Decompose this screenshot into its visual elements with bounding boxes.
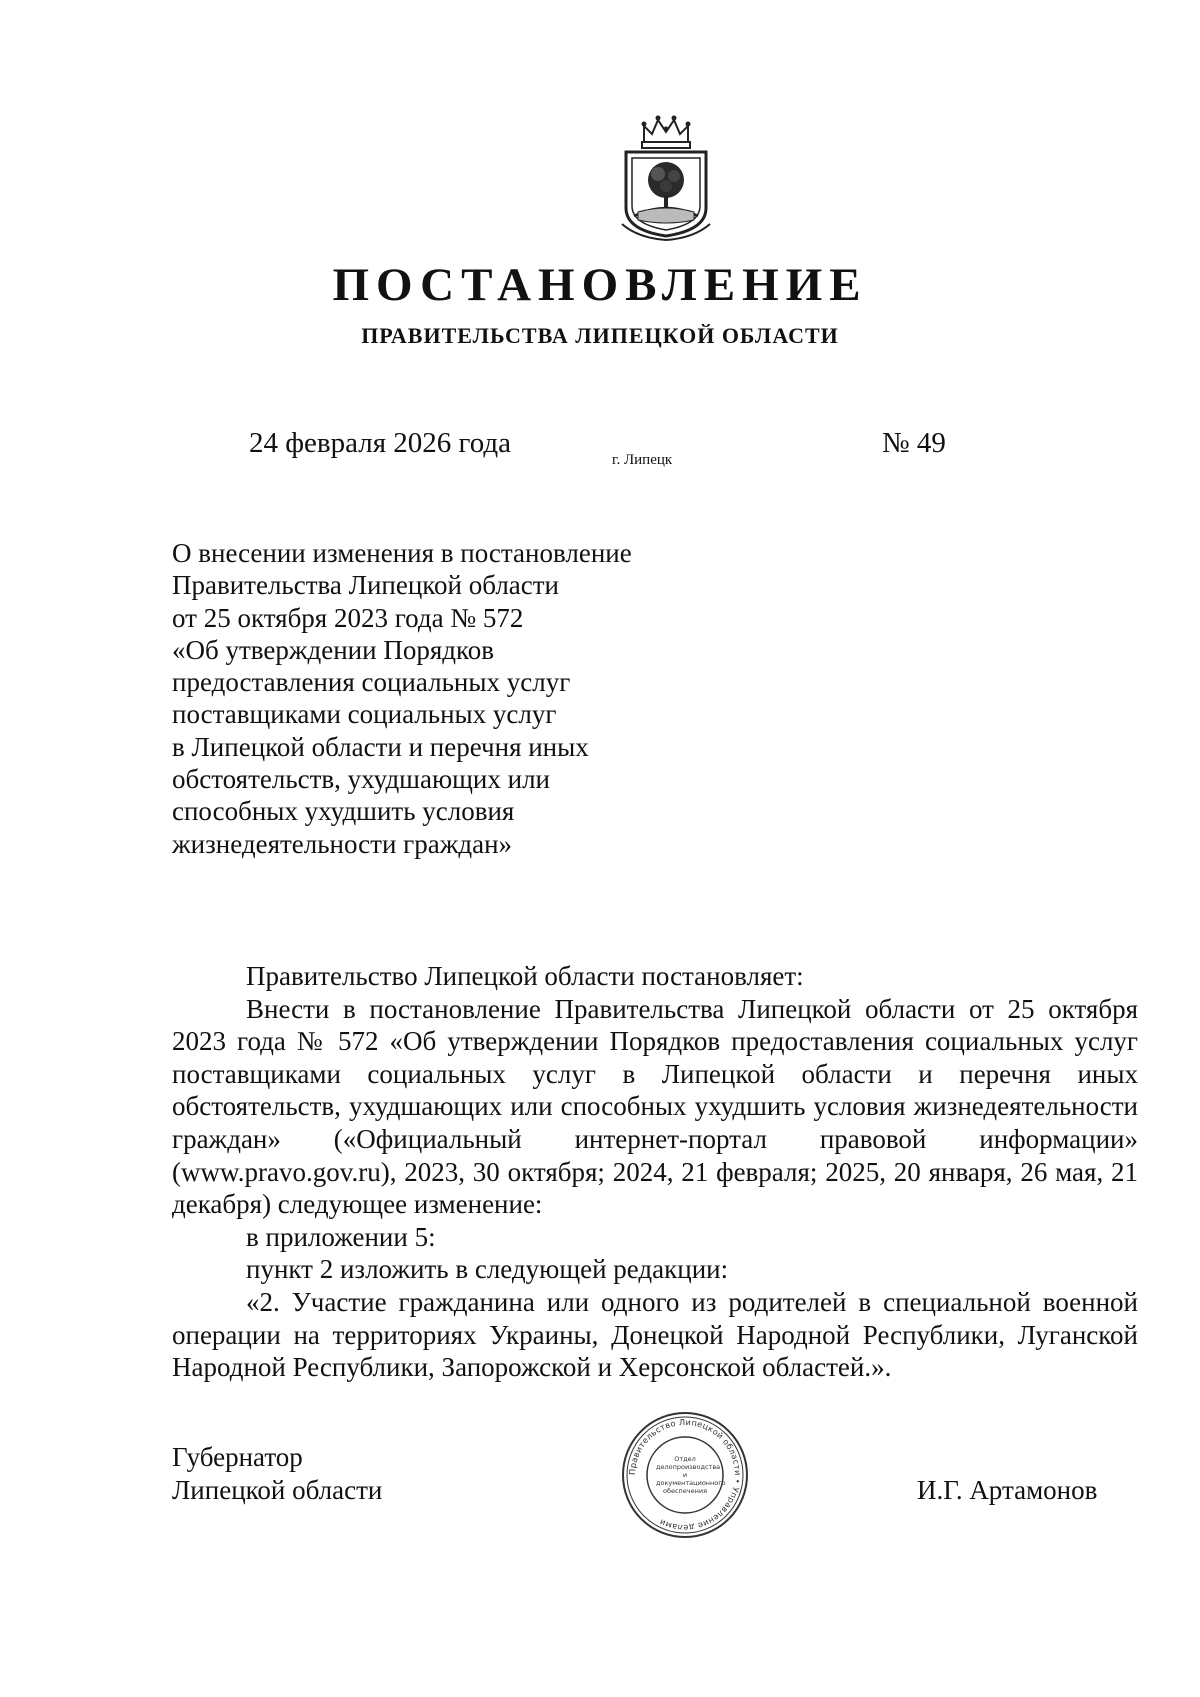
signatory-position-line: Губернатор xyxy=(172,1442,303,1472)
body-paragraph: в приложении 5: xyxy=(246,1221,436,1252)
document-body xyxy=(172,960,1138,1384)
official-stamp xyxy=(620,1410,750,1540)
subject-line: О внесении изменения в постановление xyxy=(172,538,632,568)
body-paragraph: Правительство Липецкой области постановляет: xyxy=(246,961,804,991)
document-subject xyxy=(172,537,732,860)
stamp-center-text: Отдел делопроизводства и документационного обеспечения xyxy=(656,1455,726,1495)
signatory-position xyxy=(172,1441,572,1506)
subject-line: предоставления социальных услуг xyxy=(172,667,571,698)
signatory-name: И.Г. Артамонов xyxy=(917,1475,1098,1505)
body-paragraph: «2. Участие гражданина или одного из родителей в специальной военной операции на территориях Украины, Донецкой Народной Республики, Луганской Народной Республики, Запорожской и Херсонской областей.». xyxy=(172,1286,1138,1383)
body-paragraph: Внести в постановление Правительства Липецкой области от 25 октября 2023 года № 572 «Об утверждении Порядков предоставления социальных услуг поставщиками социальных услуг в Липецкой области и перечня иных обстоятельств, ухудшающих или способных ухудшить условия жизнедеятельности граждан» («Официальный интернет-портал правовой информации» (www.pravo.gov.ru), 2023, 30 октября; 2024, 21 февраля; 2025, 20 января, 26 мая, 21 декабря) следующее изменение: xyxy=(172,993,1138,1220)
stamp-ring-text: Правительство Липецкой области • Управление делами xyxy=(626,1416,744,1534)
document-city: г. Липецк xyxy=(612,452,673,468)
subject-line: жизнедеятельности граждан» xyxy=(172,828,513,859)
subject-line: Правительства Липецкой области xyxy=(172,570,560,601)
subject-line: «Об утверждении Порядков xyxy=(172,634,494,665)
subject-line: обстоятельств, ухудшающих или xyxy=(172,764,550,795)
document-number: № 49 xyxy=(882,427,946,459)
signatory-position-line: Липецкой области xyxy=(172,1474,383,1505)
issuing-authority: ПРАВИТЕЛЬСТВА ЛИПЕЦКОЙ ОБЛАСТИ xyxy=(361,323,839,348)
subject-line: в Липецкой области и перечня иных xyxy=(172,731,589,762)
subject-line: поставщиками социальных услуг xyxy=(172,699,557,730)
lipetsk-coat-of-arms-icon xyxy=(618,112,714,242)
subject-line: способных ухудшить условия xyxy=(172,796,515,827)
coat-of-arms-emblem xyxy=(618,112,714,242)
document-title: ПОСТАНОВЛЕНИЕ xyxy=(332,259,868,311)
body-paragraph: пункт 2 изложить в следующей редакции: xyxy=(246,1254,729,1285)
document-date: 24 февраля 2026 года xyxy=(249,427,512,459)
subject-line: от 25 октября 2023 года № 572 xyxy=(172,602,524,633)
